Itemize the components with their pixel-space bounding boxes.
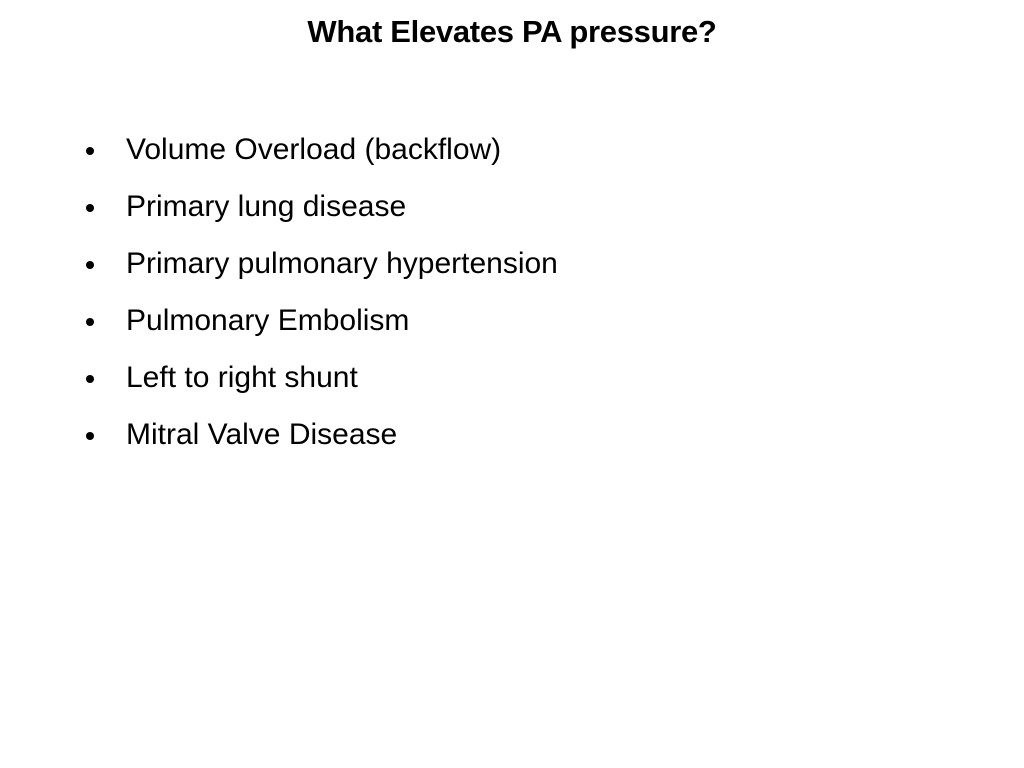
bullet-dot-icon xyxy=(86,204,94,212)
bullet-dot-icon xyxy=(86,318,94,326)
bullet-dot-icon xyxy=(86,432,94,440)
bullet-text: Mitral Valve Disease xyxy=(126,418,398,451)
bullet-dot-icon xyxy=(86,147,94,155)
bullet-text: Primary pulmonary hypertension xyxy=(126,247,558,280)
slide-title: What Elevates PA pressure? xyxy=(307,14,717,49)
bullet-dot-icon xyxy=(86,261,94,269)
bullet-text: Primary lung disease xyxy=(126,190,407,223)
bullet-text: Volume Overload (backflow) xyxy=(126,133,502,166)
bullet-text: Pulmonary Embolism xyxy=(126,304,410,337)
bullet-text: Left to right shunt xyxy=(126,361,358,394)
bullet-dot-icon xyxy=(86,375,94,383)
